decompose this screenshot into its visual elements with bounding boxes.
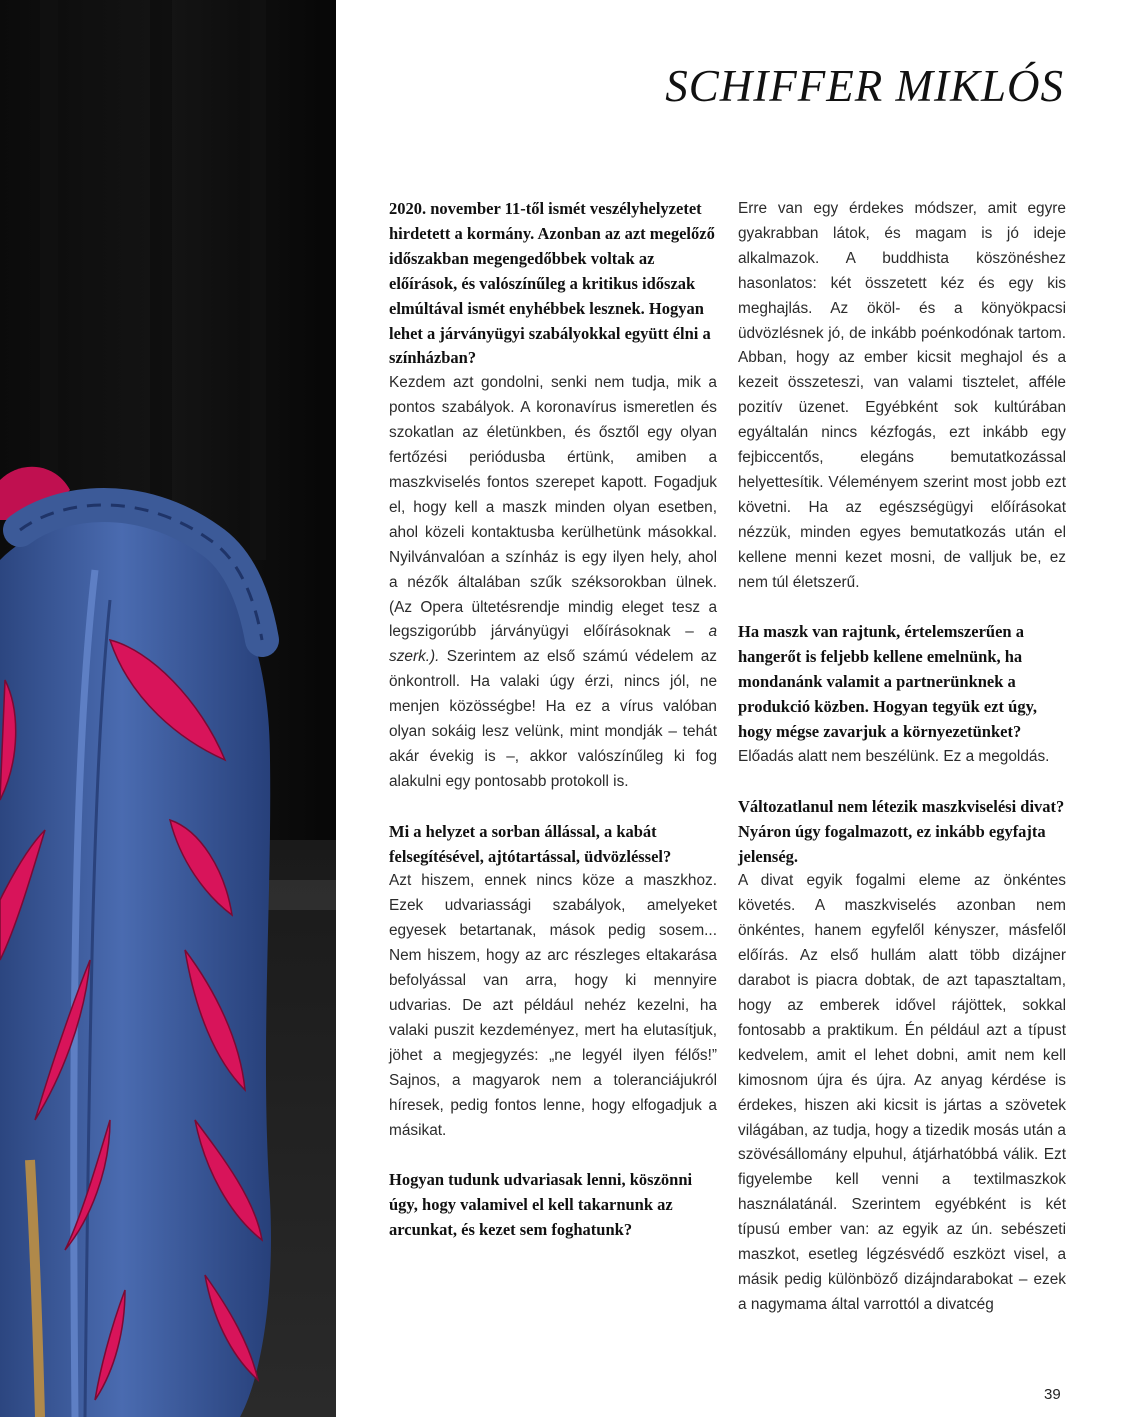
answer-1: Kezdem azt gondolni, senki nem tudja, mik a pontos szabályok. A koronavírus ismeretlen és szokatlan az életünkben, és ősztől egy olyan fertőzési periódusba értünk, amiben a maszkviselés fontos szerepet kapott. Fogadjuk el, hogy kell a maszk minden olyan esetben, ahol közeli kontaktusba kerülhetünk másokkal. Nyilvánvalóan a színház is egy ilyen hely, ahol a nézők általában szűk széksorokban ülnek. (Az Opera ültetésrendje mindig eleget tesz a legszigorúbb járványügyi előírásoknak – a szerk.). Szerintem az első számú védelem az önkontroll. Ha valaki úgy érzi, nincs jól, ne menjen közösségbe! Ha ez a vírus valóban olyan sokáig lesz velünk, mint mondják – tehát akár évekig is –, akkor valószínűleg ki fog alakulni egy pontosabb protokoll is. xyxy=(389,374,717,790)
author-name: SCHIFFER MIKLÓS xyxy=(665,61,1064,111)
page-number: 39 xyxy=(1044,1386,1061,1403)
question-3: Hogyan tudunk udvariasak lenni, köszönni úgy, hogy valamivel el kell takarnunk az arcunkat, és kezet sem foghatunk? xyxy=(389,1170,693,1240)
question-5: Változatlanul nem létezik maszkviselési divat? Nyáron úgy fogalmazott, ez inkább egyfajta jelenség. xyxy=(738,796,1065,866)
article-column-right xyxy=(738,197,1066,1318)
answer-3: Erre van egy érdekes módszer, amit egyre gyakrabban látok, és magam is jó ideje alkalmazok. A buddhista köszönéshez hasonlatos: két összetett kéz és egy kis meghajlás. Az ököl- és a könyökpacsi üdvözlésnek jó, de inkább poénkodónak tartom. Abban, hogy az ember kicsit meghajol és a kezeit összeteszi, van valami tisztelet, afféle pozitív üzenet. Egyébként sok kultúrában egyáltalán nincs kézfogás, ezt inkább egy fejbiccentős, elegáns bemutatkozással helyettesítik. Véleményem szerint most jobb ezt követni. Ha az egészségügyi előírásokat nézzük, minden egyes bemutatkozás után el kellene menni kezet mosni, de valljuk be, ez nem túl életszerű. xyxy=(738,200,1066,591)
article-column-left xyxy=(389,197,717,1243)
question-4: Ha maszk van rajtunk, értelemszerűen a hangerőt is feljebb kellene emelnünk, ha mondanánk valamit a partnerünknek a produkció közben. Hogyan tegyük ezt úgy, hogy mégse zavarjuk a környezetünket? xyxy=(738,622,1038,742)
costume-photo xyxy=(0,0,336,1417)
question-1: 2020. november 11-től ismét veszélyhelyzetet hirdetett a kormány. Azonban az azt megelőző időszakban megengedőbbek voltak az előírások, és valószínűleg a kritikus időszak elmúltával ismét enyhébbek lesznek. Hogyan lehet a járványügyi szabályokkal együtt élni a színházban? xyxy=(389,199,715,368)
answer-2: Azt hiszem, ennek nincs köze a maszkhoz. Ezek udvariassági szabályok, amelyeket egyesek betartanak, mások pedig sosem... Nem hiszem, hogy az arc részleges eltakarása befolyással van arra, hogy ki mennyire udvarias. De azt például nehéz kezelni, ha valaki puszit kezdeményez, mert ha elutasítjuk, jöhet a megjegyzés: „ne legyél ilyen félős!” Sajnos, a magyarok nem a toleranciájukról híresek, pedig fontos lenne, hogy elfogadjuk a másikat. xyxy=(389,872,717,1139)
costume-photo-illustration xyxy=(0,0,336,1417)
answer-4: Előadás alatt nem beszélünk. Ez a megoldás. xyxy=(738,747,1050,765)
question-2: Mi a helyzet a sorban állással, a kabát felsegítésével, ajtótartással, üdvözléssel? xyxy=(389,821,672,866)
answer-5: A divat egyik fogalmi eleme az önkéntes követés. A maszkviselés azonban nem önkéntes, hanem egyfelől kényszer, másfelől előírás. Az első hullám alatt több dizájner darabot is piacra dobtak, de azt tapasztaltam, hogy az emberek idővel rájöttek, sokkal fontosabb a praktikum. Én például azt a típust kedvelem, amit el lehet dobni, amit nem kell kimosnom újra és újra. Az anyag kérdése is érdekes, hiszen aki kicsit is jártas a szövetek világában, az tudja, hogy a tizedik mosás után a szövésállomány elpuhul, átjárhatóbbá válik. Ezt figyelembe kell venni a textilmaszkok használatánál. Szerintem egyébként is két típusú ember van: az egyik az ún. sebészeti maszkot, esetleg légzésvédő eszközt visel, a másik pedig különböző dizájndarabokat – ezek a nagymama által varrottól a divatcég xyxy=(738,872,1066,1313)
